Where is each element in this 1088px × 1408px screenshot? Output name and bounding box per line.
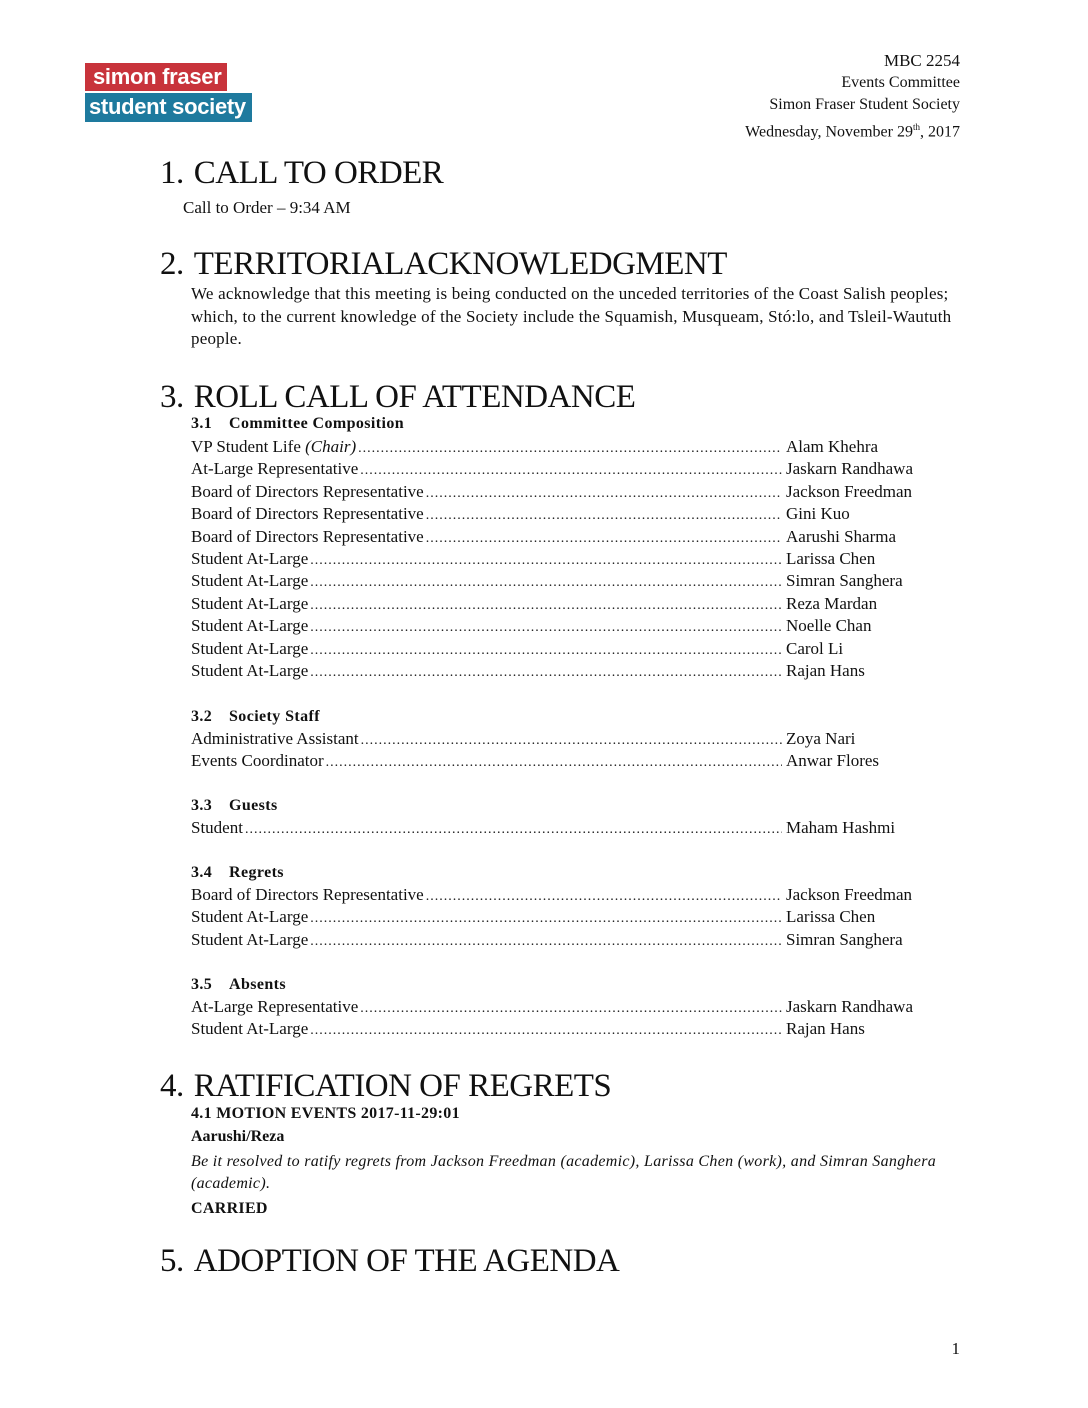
dot-leader (310, 598, 782, 614)
motion-title: 4.1 MOTION EVENTS 2017-11-29:01 (191, 1105, 460, 1122)
attendee-name: Maham Hashmi (786, 818, 896, 837)
dot-leader (426, 508, 782, 524)
subsection-3-5: 3.5 Absents (191, 976, 287, 993)
dot-leader (310, 620, 782, 636)
attendee-name: Anwar Flores (786, 751, 880, 771)
attendance-row (191, 459, 936, 481)
attendee-name: Jaskarn Randhawa (786, 997, 913, 1016)
dot-leader (310, 643, 782, 659)
attendee-name: Aarushi Sharma (786, 526, 897, 546)
attendance-role: VP Student Life (Chair) (191, 437, 357, 456)
attendee-name: Gini Kuo (786, 504, 850, 524)
dot-leader (310, 665, 782, 681)
society-name: Simon Fraser Student Society (769, 96, 960, 113)
attendance-role: Student At-Large (191, 929, 309, 949)
attendance-role: Board of Directors Representative (191, 526, 424, 546)
attendee-name: Larissa Chen (786, 549, 876, 568)
attendance-row (191, 616, 936, 638)
attendance-row (191, 751, 936, 773)
motion-result: CARRIED (191, 1200, 268, 1217)
attendance-row (191, 482, 936, 504)
committee-name: Events Committee (841, 74, 960, 91)
sfss-logo (85, 63, 252, 122)
dot-leader (360, 1001, 782, 1017)
attendance-role: Student At-Large (191, 661, 309, 680)
dot-leader (358, 441, 782, 457)
attendance-row (191, 885, 936, 907)
attendance-row (191, 549, 936, 571)
attendance-role: Board of Directors Representative (191, 885, 424, 904)
call-to-order-text: Call to Order – 9:34 AM (183, 198, 351, 217)
section-2-title: 2. TERRITORIALACKNOWLEDGMENT (160, 246, 727, 282)
dot-leader (310, 553, 782, 569)
attendance-row (191, 818, 936, 840)
attendee-name: Zoya Nari (786, 729, 856, 748)
attendee-name: Jaskarn Randhawa (786, 459, 913, 479)
attendee-name: Jackson Freedman (786, 481, 913, 501)
motion-text: Be it resolved to ratify regrets from Jackson Freedman (academic), Larissa Chen (work), and Simran Sanghera (academic). (191, 1153, 937, 1192)
section-5-title: 5. ADOPTION OF THE AGENDA (160, 1243, 620, 1279)
attendance-role: Student At-Large (191, 1019, 309, 1039)
attendance-role: Board of Directors Representative (191, 504, 424, 524)
dot-leader (310, 911, 782, 927)
document-header (745, 50, 960, 143)
dot-leader (361, 733, 782, 749)
meeting-date: Wednesday, November 29th, 2017 (745, 122, 960, 141)
subsection-3-4: 3.4 Regrets (191, 864, 284, 881)
dot-leader (310, 934, 782, 950)
attendance-role: Student At-Large (191, 549, 309, 568)
attendance-role: Administrative Assistant (191, 729, 359, 748)
attendance-row (191, 1019, 936, 1041)
attendance-role: Student At-Large (191, 593, 309, 613)
motion-movers: Aarushi/Reza (191, 1128, 285, 1145)
subsection-3-3: 3.3 Guests (191, 797, 278, 814)
attendee-name: Jackson Freedman (786, 885, 913, 904)
attendee-name: Alam Khehra (786, 437, 879, 456)
attendance-row (191, 437, 936, 459)
attendance-row (191, 639, 936, 661)
subsection-3-1: 3.1 Committee Composition (191, 415, 405, 432)
attendance-role: Student At-Large (191, 638, 309, 658)
attendance-row (191, 594, 936, 616)
attendance-role: Board of Directors Representative (191, 481, 424, 501)
attendee-name: Noelle Chan (786, 616, 872, 636)
attendee-name: Simran Sanghera (786, 571, 903, 591)
attendance-row (191, 930, 936, 952)
attendance-role: Student (191, 818, 243, 837)
attendance-row (191, 997, 936, 1019)
section-4-title: 4. RATIFICATION OF REGRETS (160, 1068, 612, 1104)
attendance-row (191, 907, 936, 929)
dot-leader (326, 755, 782, 771)
dot-leader (360, 463, 782, 479)
dot-leader (426, 889, 782, 905)
attendee-name: Carol Li (786, 638, 844, 658)
attendance-role: Student At-Large (191, 571, 309, 591)
attendance-row (191, 527, 936, 549)
attendance-row (191, 504, 936, 526)
attendee-name: Rajan Hans (786, 1019, 865, 1039)
attendance-row (191, 661, 936, 683)
page-number: 1 (951, 1339, 960, 1358)
attendance-role: At-Large Representative (191, 997, 359, 1016)
section-3-title: 3. ROLL CALL OF ATTENDANCE (160, 379, 636, 415)
logo-line-2: student society (85, 93, 252, 122)
attendee-name: Reza Mardan (786, 593, 878, 613)
dot-leader (245, 822, 782, 838)
attendance-role: Student At-Large (191, 616, 309, 636)
attendance-row (191, 571, 936, 593)
dot-leader (310, 575, 782, 591)
attendance-row (191, 729, 936, 751)
attendee-name: Simran Sanghera (786, 929, 903, 949)
attendance-role: At-Large Representative (191, 459, 359, 479)
section-1-title: 1. CALL TO ORDER (160, 155, 444, 191)
subsection-3-2: 3.2 Society Staff (191, 708, 320, 725)
attendance-role: Student At-Large (191, 907, 309, 927)
attendee-name: Rajan Hans (786, 661, 865, 680)
dot-leader (310, 1023, 782, 1039)
logo-line-1: simon fraser (85, 63, 227, 91)
dot-leader (426, 486, 782, 502)
attendance-role: Events Coordinator (191, 751, 324, 771)
territorial-acknowledgment-text: We acknowledge that this meeting is being conducted on the unceded territories of the Coast Salish peoples; which, to the current knowledge of the Society include the Squamish, Musqueam, Stó:lo, and Tsleil-Waututh people. (191, 284, 952, 348)
meeting-code: MBC 2254 (883, 51, 960, 70)
attendee-name: Larissa Chen (786, 907, 876, 927)
dot-leader (426, 531, 782, 547)
